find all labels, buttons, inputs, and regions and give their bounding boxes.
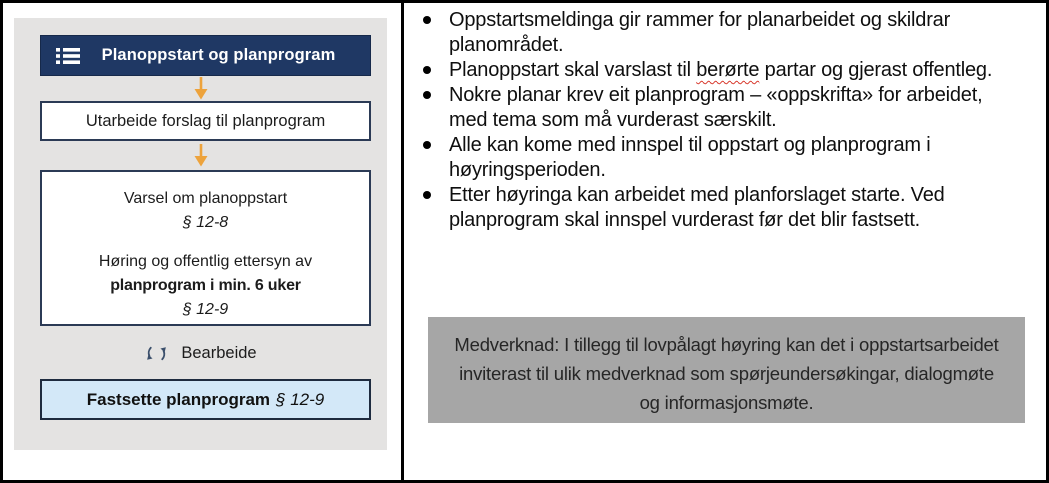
bullet-text: Oppstartsmeldinga gir rammer for planarbeidet og skildrar planområdet. (449, 9, 951, 56)
bullet-dot (423, 66, 431, 74)
list-item (421, 183, 1021, 233)
list-icon (55, 46, 81, 66)
flow-step-utarbeide (40, 101, 371, 141)
bullet-dot (423, 141, 431, 149)
list-item (421, 58, 1021, 83)
bullet-text: partar og gjerast offentleg. (759, 59, 993, 81)
bullet-dot (423, 16, 431, 24)
final-step-label: Fastsette planprogram (86, 389, 271, 409)
refresh-icon (144, 341, 169, 366)
loop-label: Bearbeide (181, 343, 257, 362)
misspelled-word: berørte (696, 59, 760, 81)
bullet-text: Etter høyringa kan arbeidet med planforslaget starte. Ved planprogram skal innspel vurderast før det blir fastsett. (449, 184, 945, 231)
bullet-text: Nokre planar krev eit planprogram – «oppskrifta» for arbeidet, med tema som må vurderast særskilt. (449, 84, 983, 131)
varsel-line: Varsel om planoppstart (123, 190, 288, 207)
arrow-down-icon (193, 144, 209, 167)
note-text: Medverknad: I tillegg til lovpålagt høyring kan det i oppstartsarbeidet inviterast til ulik medverknad som spørjeundersøkingar, dialogmøte og informasjonsmøte. (454, 334, 999, 413)
flowchart-panel (14, 18, 387, 450)
flow-step-label: Utarbeide forslag til planprogram (85, 111, 326, 130)
list-item (421, 83, 1021, 133)
flow-step-varsel-horing (40, 170, 371, 326)
bullet-text: Alle kan kome med innspel til oppstart og planprogram i høyringsperioden. (449, 134, 931, 181)
horing-line: Høring og offentlig ettersyn av (98, 253, 313, 270)
list-item (421, 8, 1021, 58)
paragraph-ref: § 12-9 (276, 389, 325, 409)
loop-row (14, 338, 387, 368)
bullet-dot (423, 191, 431, 199)
paragraph-ref: § 12-9 (182, 301, 229, 318)
bullet-text: Planoppstart skal varslast til (449, 59, 697, 81)
flow-step-fastsette (40, 379, 371, 420)
bullet-dot (423, 91, 431, 99)
horing-line-2: planprogram i min. 6 uker (110, 277, 301, 294)
paragraph-ref: § 12-8 (182, 214, 229, 231)
list-item (421, 133, 1021, 183)
table-column-divider (401, 3, 404, 480)
flowchart-title: Planoppstart og planprogram (101, 46, 336, 64)
flowchart-header-box (40, 35, 371, 76)
medverknad-note-box (428, 317, 1025, 423)
arrow-down-icon (193, 77, 209, 100)
bullet-list (421, 8, 1021, 233)
